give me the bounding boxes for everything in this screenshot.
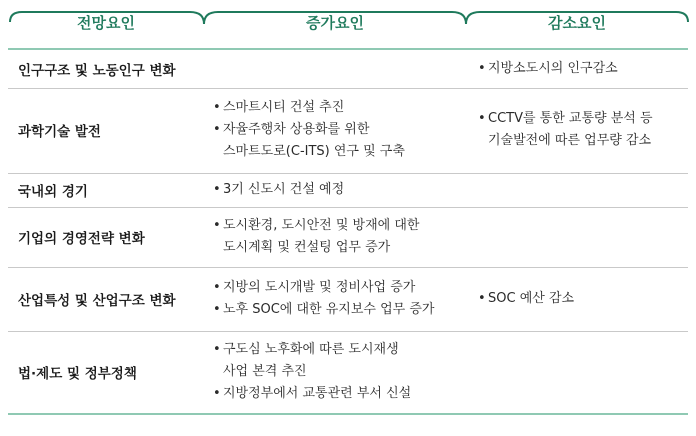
increase-item (213, 339, 473, 383)
decrease-item (478, 58, 688, 80)
item-text: 노후 SOC에 대한 유지보수 업무 증가 (223, 302, 435, 317)
header-increase: 증가요인 (306, 14, 364, 32)
bullet-icon: • (478, 110, 486, 126)
item-text: 도시계획 및 컨설팅 업무 증가 (223, 240, 391, 255)
bullet-icon: • (213, 218, 221, 233)
bullet-icon: • (213, 302, 221, 317)
decrease-item (478, 288, 688, 310)
decrease-cell (478, 173, 688, 207)
table-row (8, 267, 688, 332)
decrease-cell (478, 50, 688, 88)
item-text: 3기 신도시 건설 예정 (223, 182, 345, 197)
decrease-cell (478, 331, 688, 413)
bullet-icon: • (213, 182, 221, 197)
decrease-item (478, 108, 688, 152)
table-row (8, 86, 688, 174)
bullet-icon: • (213, 121, 221, 137)
table-row (8, 207, 688, 268)
item-text: 스마트도로(C-ITS) 연구 및 구축 (223, 143, 405, 159)
header-decrease: 감소요인 (548, 14, 606, 32)
increase-item (213, 299, 473, 321)
increase-cell (213, 86, 473, 173)
decrease-cell (478, 267, 688, 331)
item-text: SOC 예산 감소 (488, 291, 575, 306)
item-text: CCTV를 통한 교통량 분석 등 (488, 110, 653, 126)
decrease-cell (478, 86, 688, 173)
item-text: 지방정부에서 교통관련 부서 신설 (223, 386, 412, 401)
increase-item (213, 119, 473, 163)
row-factor: 인구구조 및 노동인구 변화 (18, 63, 176, 79)
increase-item (213, 215, 473, 259)
row-factor: 기업의 경영전략 변화 (18, 231, 145, 247)
item-text: 도시환경, 도시안전 및 방재에 대한 (223, 218, 420, 233)
bullet-icon: • (213, 342, 221, 357)
row-factor: 산업특성 및 산업구조 변화 (18, 293, 176, 309)
row-factor: 법·제도 및 정부정책 (18, 366, 137, 382)
increase-cell (213, 207, 473, 267)
bullet-icon: • (478, 61, 486, 76)
increase-cell (213, 331, 473, 413)
increase-cell (213, 173, 473, 207)
item-text: 자율주행차 상용화를 위한 (223, 121, 370, 137)
item-text: 사업 본격 추진 (223, 364, 307, 379)
table-row (8, 48, 688, 89)
item-text: 스마트시티 건설 추진 (223, 99, 345, 115)
table-row (8, 331, 688, 415)
table-header (0, 4, 696, 48)
bullet-icon: • (478, 291, 486, 306)
row-factor: 국내외 경기 (18, 184, 88, 200)
increase-cell (213, 267, 473, 331)
table-row (8, 173, 688, 208)
decrease-cell (478, 207, 688, 267)
header-factor: 전망요인 (77, 14, 135, 32)
increase-item (213, 97, 473, 119)
increase-item (213, 383, 473, 405)
item-text: 구도심 노후화에 따른 도시재생 (223, 342, 399, 357)
item-text: 기술발전에 따른 업무량 감소 (488, 132, 652, 148)
bullet-icon: • (213, 99, 221, 115)
increase-cell (213, 50, 473, 88)
increase-item (213, 277, 473, 299)
bullet-icon: • (213, 280, 221, 295)
row-factor: 과학기술 발전 (18, 123, 101, 140)
item-text: 지방소도시의 인구감소 (488, 61, 618, 76)
increase-item (213, 179, 473, 201)
item-text: 지방의 도시개발 및 정비사업 증가 (223, 280, 416, 295)
bullet-icon: • (213, 386, 221, 401)
